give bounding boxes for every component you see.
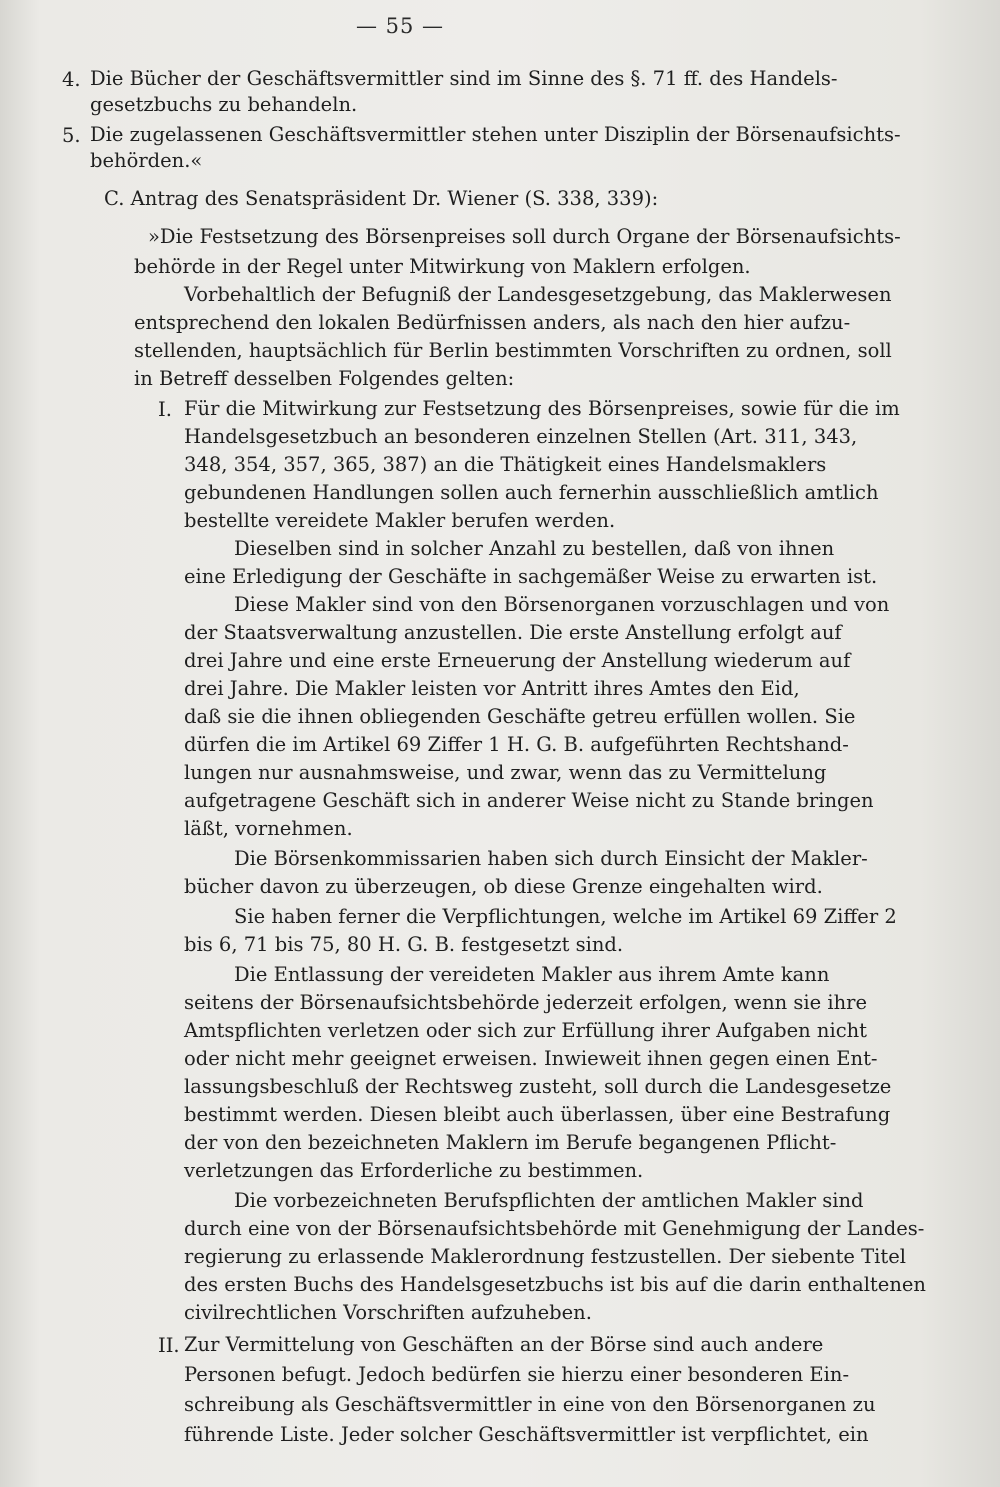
text-line: drei Jahre. Die Makler leisten vor Antritt ihres Amtes den Eid,: [184, 677, 800, 700]
text-line: gesetzbuchs zu behandeln.: [90, 93, 358, 116]
text-line: behörde in der Regel unter Mitwirkung von Maklern erfolgen.: [134, 255, 751, 278]
text-line: seitens der Börsenaufsichtsbehörde jederzeit erfolgen, wenn sie ihre: [184, 991, 868, 1014]
text-line: Die zugelassenen Geschäftsvermittler stehen unter Disziplin der Börsenaufsichts-: [90, 123, 901, 146]
text-line: der von den bezeichneten Maklern im Berufe begangenen Pflicht-: [184, 1131, 837, 1154]
point-number: I.: [158, 398, 172, 421]
item-number: 5.: [62, 124, 81, 147]
text-line: durch eine von der Börsenaufsichtsbehörde mit Genehmigung der Landes-: [184, 1217, 925, 1240]
text-line: oder nicht mehr geeignet erweisen. Inwieweit ihnen gegen einen Ent-: [184, 1047, 878, 1070]
text-line: lassungsbeschluß der Rechtsweg zusteht, soll durch die Landesgesetze: [184, 1075, 892, 1098]
text-line: Zur Vermittelung von Geschäften an der Börse sind auch andere: [184, 1333, 824, 1356]
text-line: bestellte vereidete Makler berufen werden.: [184, 509, 616, 532]
text-line: lungen nur ausnahmsweise, und zwar, wenn das zu Vermittelung: [184, 761, 827, 784]
text-line: stellenden, hauptsächlich für Berlin bestimmten Vorschriften zu ordnen, soll: [134, 339, 892, 362]
text-line: daß sie die ihnen obliegenden Geschäfte getreu erfüllen wollen. Sie: [184, 705, 856, 728]
section-heading: C. Antrag des Senatspräsident Dr. Wiener (S. 338, 339):: [104, 187, 659, 210]
point-number: II.: [158, 1334, 180, 1357]
text-line: Personen befugt. Jedoch bedürfen sie hierzu einer besonderen Ein-: [184, 1363, 850, 1386]
text-line: Amtspflichten verletzen oder sich zur Erfüllung ihrer Aufgaben nicht: [184, 1019, 868, 1042]
text-line: regierung zu erlassende Maklerordnung festzustellen. Der siebente Titel: [184, 1245, 907, 1268]
text-line: drei Jahre und eine erste Erneuerung der Anstellung wiederum auf: [184, 649, 851, 672]
text-line: Die Börsenkommissarien haben sich durch Einsicht der Makler-: [234, 847, 868, 870]
text-line: bis 6, 71 bis 75, 80 H. G. B. festgesetzt sind.: [184, 933, 624, 956]
text-line: bestimmt werden. Diesen bleibt auch überlassen, über eine Bestrafung: [184, 1103, 891, 1126]
text-line: behörden.«: [90, 149, 203, 172]
text-line: Handelsgesetzbuch an besonderen einzelnen Stellen (Art. 311, 343,: [184, 425, 858, 448]
text-line: bücher davon zu überzeugen, ob diese Grenze eingehalten wird.: [184, 875, 823, 898]
text-line: läßt, vornehmen.: [184, 817, 353, 840]
text-line: »Die Festsetzung des Börsenpreises soll durch Organe der Börsenaufsichts-: [148, 225, 901, 248]
text-line: eine Erledigung der Geschäfte in sachgemäßer Weise zu erwarten ist.: [184, 565, 878, 588]
text-line: Die Bücher der Geschäftsvermittler sind im Sinne des §. 71 ff. des Handels-: [90, 67, 838, 90]
text-line: Für die Mitwirkung zur Festsetzung des Börsenpreises, sowie für die im: [184, 397, 900, 420]
text-line: der Staatsverwaltung anzustellen. Die erste Anstellung erfolgt auf: [184, 621, 842, 644]
text-line: verletzungen das Erforderliche zu bestimmen.: [184, 1159, 644, 1182]
text-line: gebundenen Handlungen sollen auch fernerhin ausschließlich amtlich: [184, 481, 879, 504]
text-line: entsprechend den lokalen Bedürfnissen anders, als nach den hier aufzu-: [134, 311, 851, 334]
text-line: 348, 354, 357, 365, 387) an die Thätigkeit eines Handelsmaklers: [184, 453, 827, 476]
text-line: Die Entlassung der vereideten Makler aus ihrem Amte kann: [234, 963, 830, 986]
item-number: 4.: [62, 68, 81, 91]
text-line: aufgetragene Geschäft sich in anderer Weise nicht zu Stande bringen: [184, 789, 874, 812]
text-line: schreibung als Geschäftsvermittler in eine von den Börsenorganen zu: [184, 1393, 876, 1416]
text-line: Vorbehaltlich der Befugniß der Landesgesetzgebung, das Maklerwesen: [184, 283, 892, 306]
text-line: dürfen die im Artikel 69 Ziffer 1 H. G. B. aufgeführten Rechtshand-: [184, 733, 849, 756]
text-line: in Betreff desselben Folgendes gelten:: [134, 367, 515, 390]
text-line: Sie haben ferner die Verpflichtungen, welche im Artikel 69 Ziffer 2: [234, 905, 897, 928]
text-line: des ersten Buchs des Handelsgesetzbuchs ist bis auf die darin enthaltenen: [184, 1273, 926, 1296]
text-line: Diese Makler sind von den Börsenorganen vorzuschlagen und von: [234, 593, 890, 616]
page-number: — 55 —: [355, 14, 445, 38]
text-line: civilrechtlichen Vorschriften aufzuheben.: [184, 1301, 592, 1324]
text-line: Dieselben sind in solcher Anzahl zu bestellen, daß von ihnen: [234, 537, 835, 560]
text-line: Die vorbezeichneten Berufspflichten der amtlichen Makler sind: [234, 1189, 864, 1212]
text-line: führende Liste. Jeder solcher Geschäftsvermittler ist verpflichtet, ein: [184, 1423, 869, 1446]
